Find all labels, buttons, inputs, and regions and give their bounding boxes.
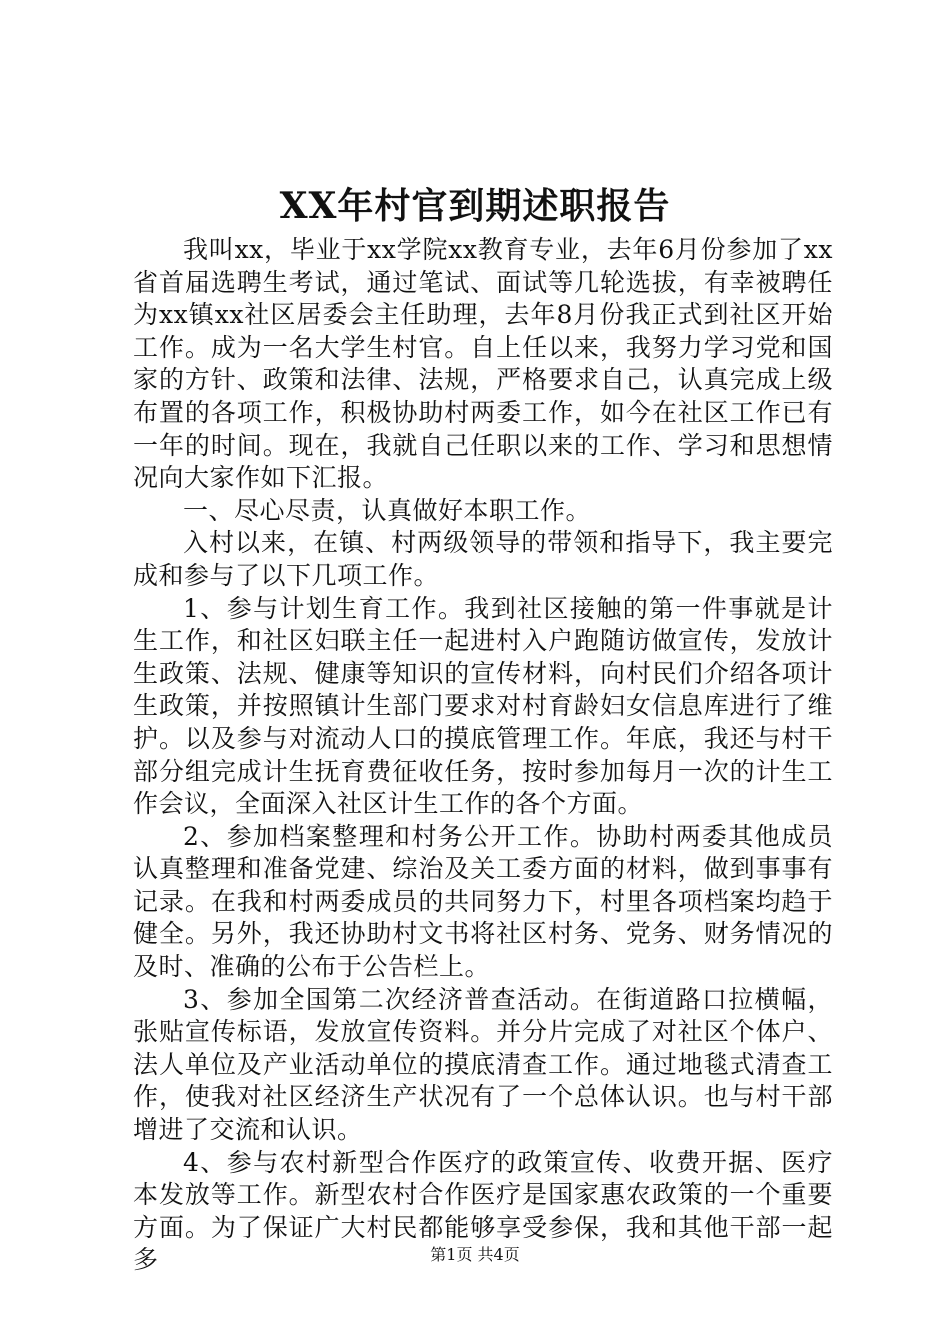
paragraph-item-3: 3、参加全国第二次经济普查活动。在街道路口拉横幅，张贴宣传标语，发放宣传资料。并分片完成了对社区个体户、法人单位及产业活动单位的摸底清查工作。通过地毯式清查工作，使我对社区经济生产状况有了一个总体认识。也与村干部增进了交流和认识。 (133, 984, 833, 1145)
document-body (133, 234, 833, 1277)
document-title: XX年村官到期述职报告 (279, 185, 671, 227)
paragraph-item-2: 2、参加档案整理和村务公开工作。协助村两委其他成员认真整理和准备党建、综治及关工委方面的材料，做到事事有记录。在我和村两委成员的共同努力下，村里各项档案均趋于健全。另外，我还协助村文书将社区村务、党务、财务情况的及时、准确的公布于公告栏上。 (133, 821, 833, 982)
paragraph-intro: 我叫xx，毕业于xx学院xx教育专业，去年6月份参加了xx省首届选聘生考试，通过笔试、面试等几轮选拔，有幸被聘任为xx镇xx社区居委会主任助理，去年8月份我正式到社区开始工作。成为一名大学生村官。自上任以来，我努力学习党和国家的方针、政策和法律、法规，严格要求自己，认真完成上级布置的各项工作，积极协助村两委工作，如今在社区工作已有一年的时间。现在，我就自己任职以来的工作、学习和思想情况向大家作如下汇报。 (133, 235, 833, 493)
paragraph-overview: 入村以来，在镇、村两级领导的带领和指导下，我主要完成和参与了以下几项工作。 (133, 528, 833, 590)
paragraph-item-4: 4、参与农村新型合作医疗的政策宣传、收费开据、医疗本发放等工作。新型农村合作医疗是国家惠农政策的一个重要方面。为了保证广大村民都能够享受参保，我和其他干部一起多 (133, 1147, 833, 1275)
paragraph-section-heading: 一、尽心尽责，认真做好本职工作。 (183, 495, 592, 525)
page-footer: 第1页 共4页 (430, 1245, 520, 1264)
paragraph-item-1: 1、参与计划生育工作。我到社区接触的第一件事就是计生工作，和社区妇联主任一起进村入户跑随访做宣传，发放计生政策、法规、健康等知识的宣传材料，向村民们介绍各项计生政策，并按照镇计生部门要求对村育龄妇女信息库进行了维护。以及参与对流动人口的摸底管理工作。年底，我还与村干部分组完成计生抚育费征收任务，按时参加每月一次的计生工作会议，全面深入社区计生工作的各个方面。 (133, 593, 833, 819)
